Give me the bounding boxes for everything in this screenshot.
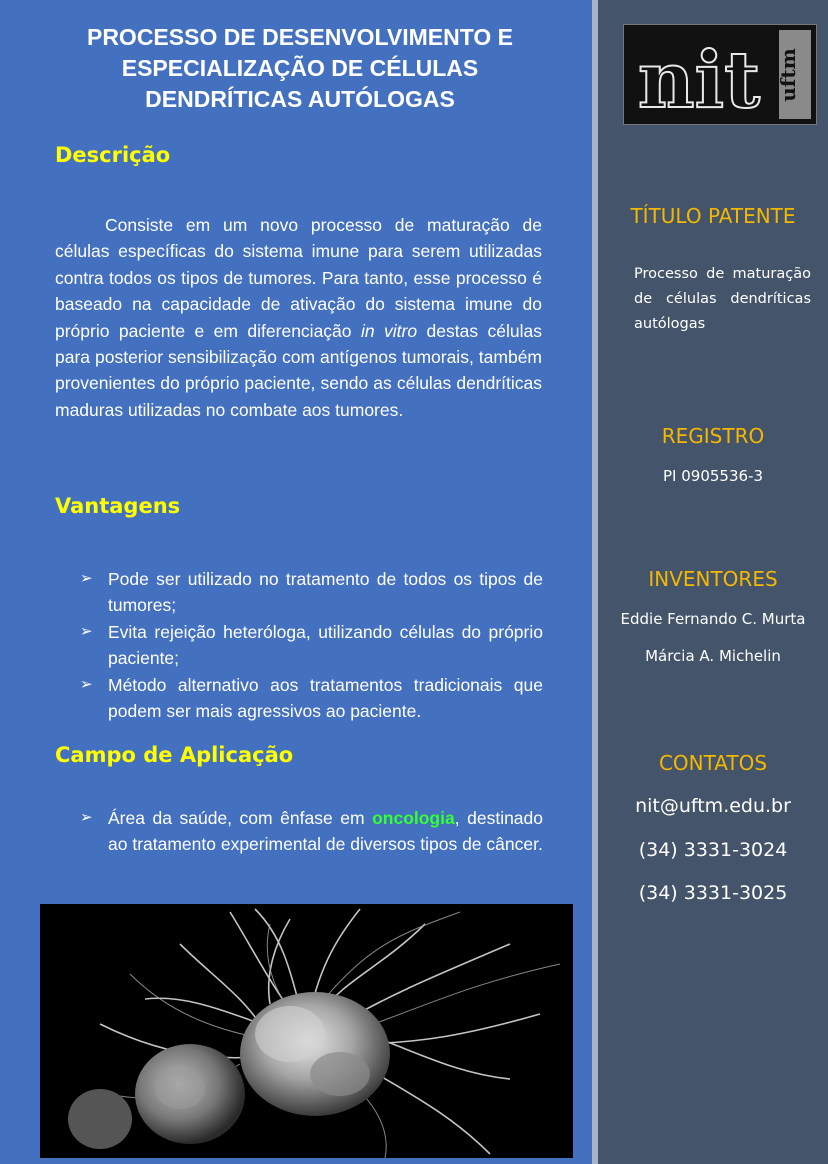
campo-text-2: , destinado ao tratamento experimental de diversos tipos de câncer. (108, 808, 544, 855)
descricao-paragraph (55, 212, 542, 423)
vantagens-heading: Vantagens (55, 494, 181, 518)
arrow-bullet-icon: ➢ (80, 622, 93, 640)
vantagem-text: Evita rejeição heteróloga, utilizando células do próprio paciente; (108, 621, 543, 669)
list-item (80, 619, 543, 672)
list-item (80, 566, 543, 619)
vantagens-list (80, 566, 543, 724)
dendritic-cell-micrograph (40, 904, 573, 1158)
vantagem-text: Pode ser utilizado no tratamento de todos os tipos de tumores; (108, 569, 543, 616)
descricao-italic: in vitro (360, 320, 418, 341)
logo-text: nit (637, 35, 761, 124)
campo-list (80, 805, 543, 858)
nit-uftm-logo (623, 24, 817, 125)
oncologia-highlight: oncologia (372, 808, 455, 828)
list-item (80, 672, 543, 725)
registro-heading: REGISTRO (661, 424, 765, 448)
phone-number[interactable]: (34) 3331-3024 (638, 839, 788, 861)
email-link[interactable]: nit@uftm.edu.br (635, 795, 791, 817)
vantagem-text: Método alternativo aos tratamentos tradicionais que podem ser mais agressivos ao paciente. (108, 674, 543, 722)
inventor-name: Eddie Fernando C. Murta (620, 610, 806, 628)
descricao-text-1: Consiste em um novo processo de maturação de células específicas do sistema imune para serem utilizadas contra todos os tipos de tumores. Para tanto, esse processo é baseado na capacidade de ativação do sistema imune do próprio paciente e em diferenciação (55, 215, 542, 341)
contatos-heading: CONTATOS (658, 751, 768, 775)
registro-value: PI 0905536-3 (663, 467, 763, 485)
inventor-name: Márcia A. Michelin (645, 647, 781, 665)
list-item (80, 805, 543, 858)
titulo-patente-heading: TÍTULO PATENTE (630, 204, 796, 228)
descricao-heading: Descrição (55, 143, 171, 167)
campo-text-1: Área da saúde, com ênfase em (108, 808, 373, 828)
titulo-patente-text: Processo de maturação de células dendríticas autólogas (634, 266, 811, 332)
phone-number[interactable]: (34) 3331-3025 (638, 882, 788, 904)
inventores-heading: INVENTORES (648, 567, 778, 591)
logo-sub: uftm (776, 48, 800, 102)
arrow-bullet-icon: ➢ (80, 809, 93, 826)
page-title: PROCESSO DE DESENVOLVIMENTO E ESPECIALIZAÇÃO DE CÉLULAS DENDRÍTICAS AUTÓLOGAS (86, 24, 513, 112)
campo-heading: Campo de Aplicação (55, 743, 294, 767)
descricao-text-2: destas células para posterior sensibilização com antígenos tumorais, também provenientes do próprio paciente, sendo as células dendríticas maduras utilizadas no combate aos tumores. (55, 320, 543, 420)
arrow-bullet-icon: ➢ (80, 570, 93, 587)
arrow-bullet-icon: ➢ (80, 675, 93, 693)
